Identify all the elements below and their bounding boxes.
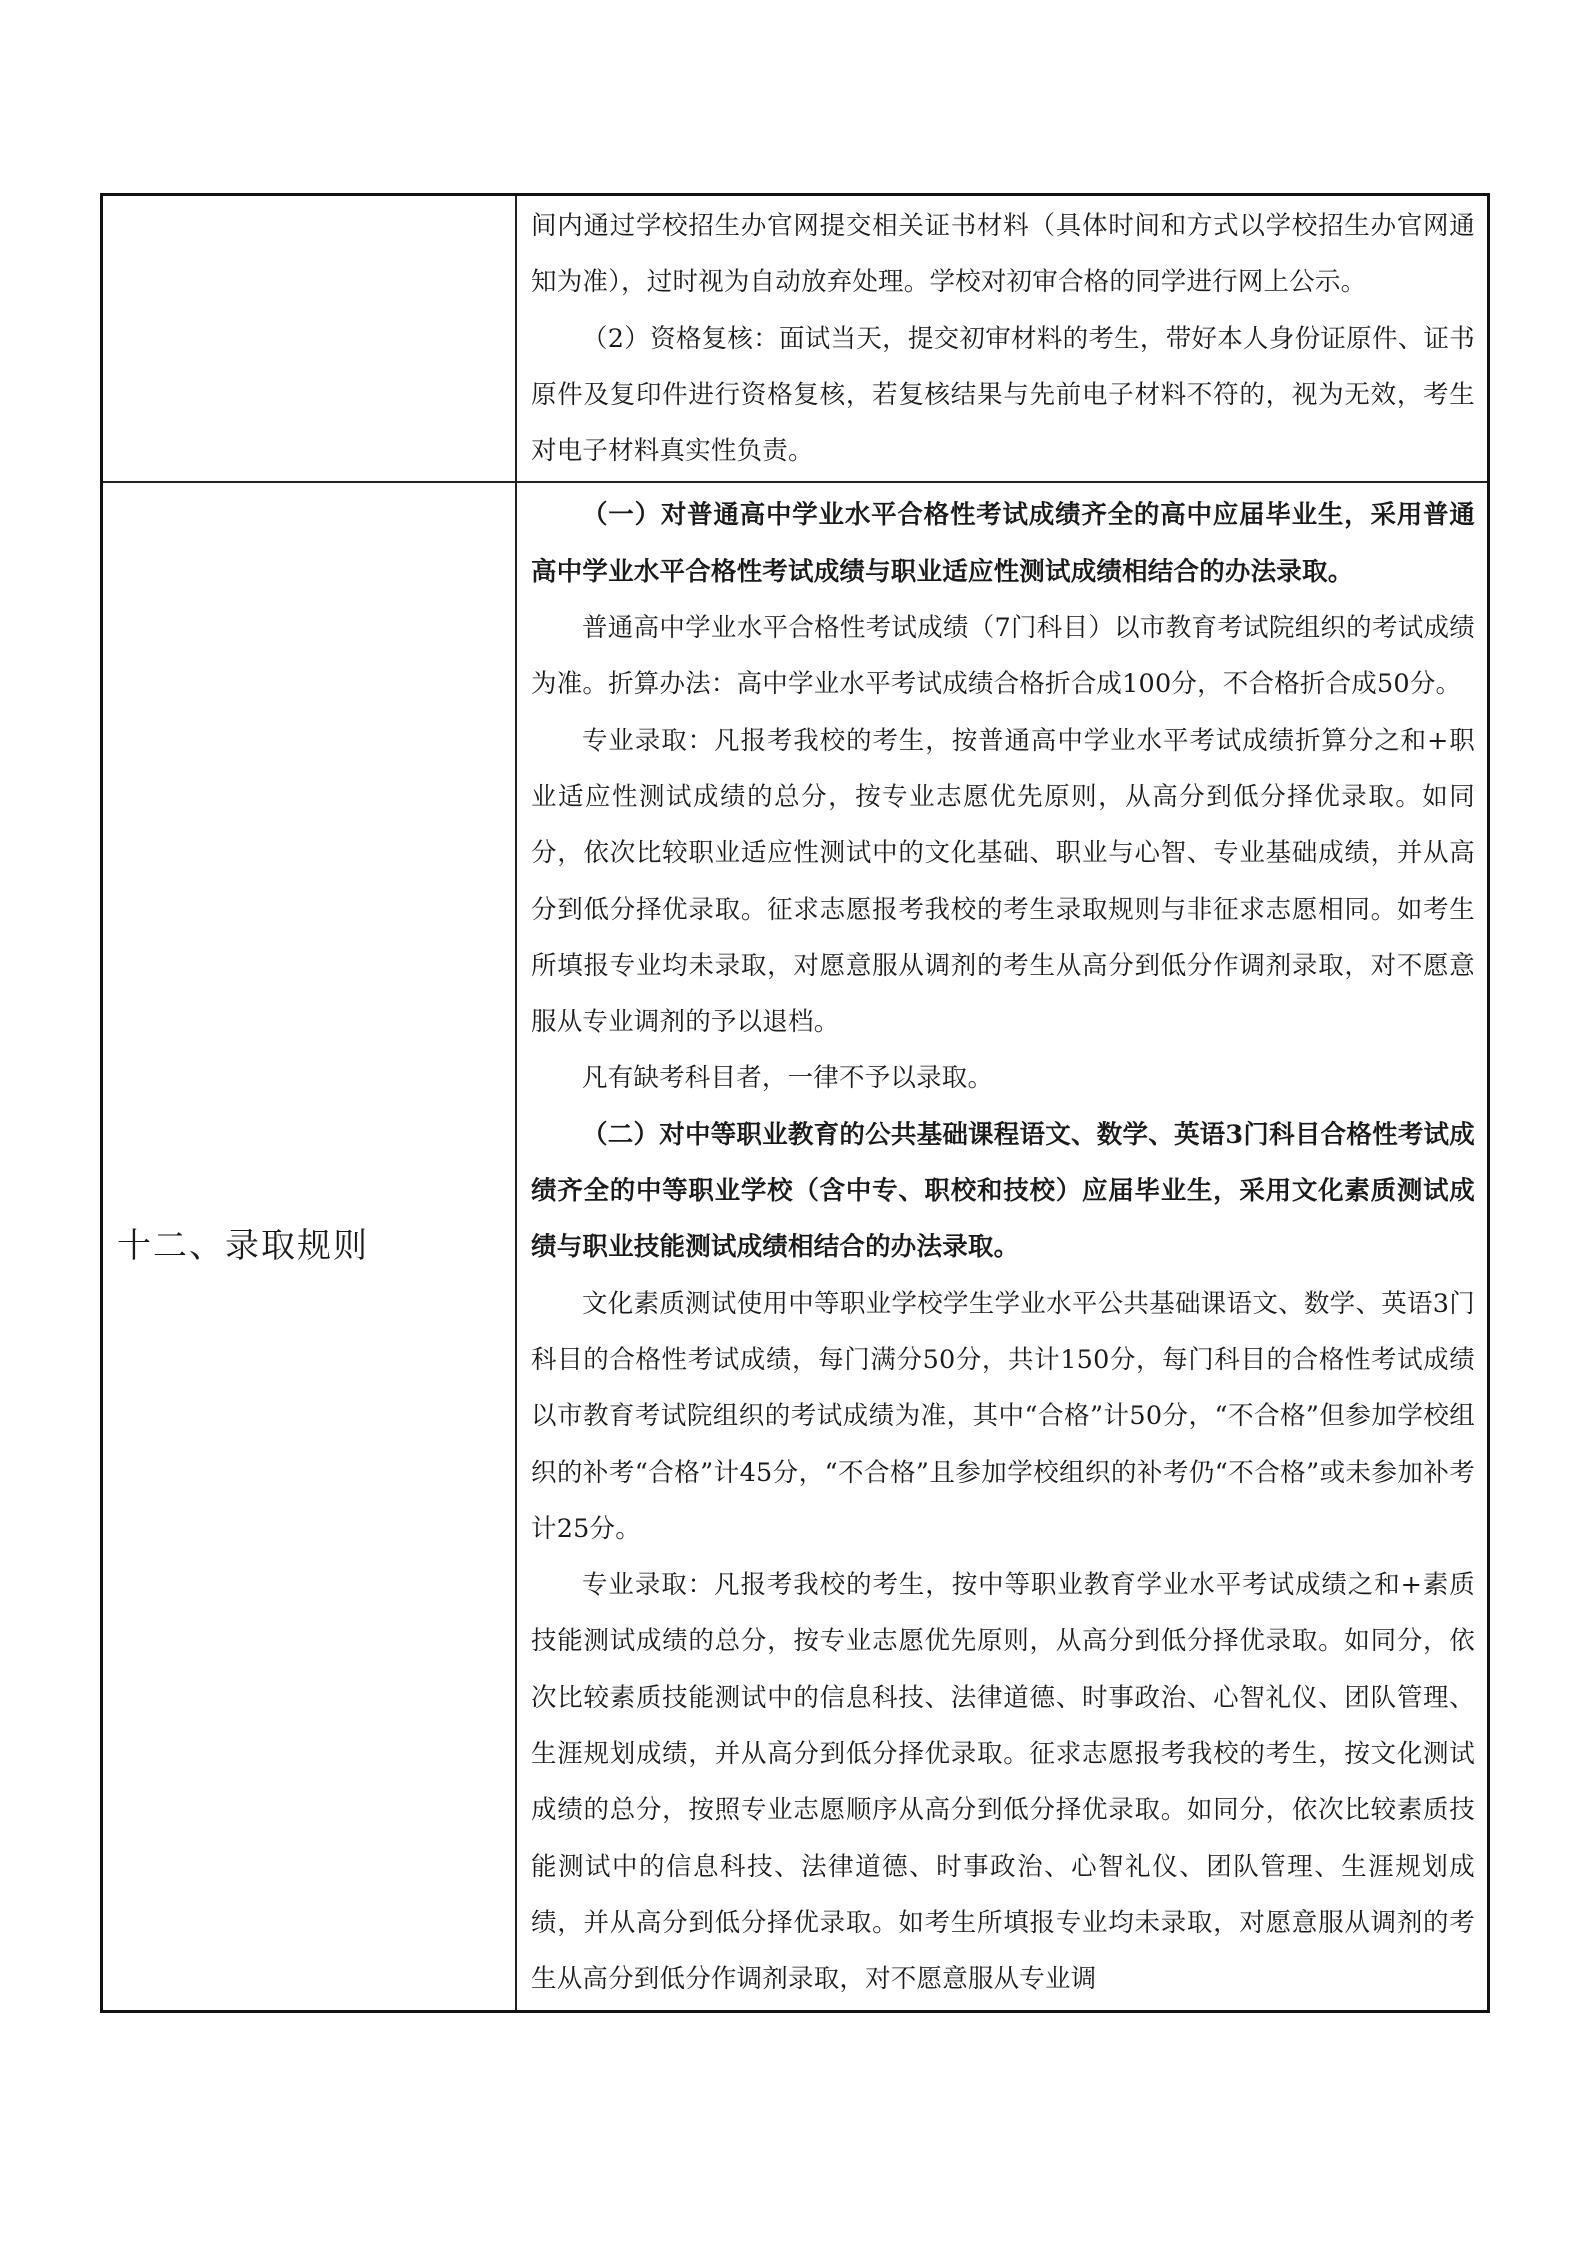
paragraph: 普通高中学业水平合格性考试成绩（7门科目）以市教育考试院组织的考试成绩为准。折算办法：高中学业水平考试成绩合格折合成100分，不合格折合成50分。	[531, 613, 1475, 700]
paragraph: 间内通过学校招生办官网提交相关证书材料（具体时间和方式以学校招生办官网通知为准），过时视为自动放弃处理。学校对初审合格的同学进行网上公示。	[531, 211, 1475, 298]
paragraph: 文化素质测试使用中等职业学校学生学业水平公共基础课语文、数学、英语3门科目的合格性考试成绩，每门满分50分，共计150分，每门科目的合格性考试成绩以市教育考试院组织的考试成绩为准，其中“合格”计50分，“不合格”但参加学校组织的补考“合格”计45分，“不合格”且参加学校组织的补考仍“不合格”或未参加补考计25分。	[531, 1288, 1475, 1544]
row-content-cell	[516, 195, 1489, 483]
paragraph: 凡有缺考科目者，一律不予以录取。	[582, 1063, 994, 1094]
section-heading: （一）对普通高中学业水平合格性考试成绩齐全的高中应届毕业生，采用普通高中学业水平合格性考试成绩与职业适应性测试成绩相结合的办法录取。	[531, 500, 1475, 587]
paragraph: （2）资格复核：面试当天，提交初审材料的考生，带好本人身份证原件、证书原件及复印件进行资格复核，若复核结果与先前电子材料不符的，视为无效，考生对电子材料真实性负责。	[531, 323, 1475, 467]
paragraph: 专业录取：凡报考我校的考生，按普通高中学业水平考试成绩折算分之和+职业适应性测试成绩的总分，按专业志愿优先原则，从高分到低分择优录取。如同分，依次比较职业适应性测试中的文化基础、职业与心智、专业基础成绩，并从高分到低分择优录取。征求志愿报考我校的考生录取规则与非征求志愿相同。如考生所填报专业均未录取，对愿意服从调剂的考生从高分到低分作调剂录取，对不愿意服从专业调剂的予以退档。	[531, 725, 1475, 1038]
table-row	[102, 482, 1489, 2011]
table-row	[102, 195, 1489, 483]
row-label-cell	[102, 482, 517, 2011]
row-label-cell	[102, 195, 517, 483]
admission-rules-table	[100, 193, 1490, 2013]
content-block	[517, 483, 1487, 2009]
row-label: 十二、录取规则	[117, 1226, 369, 1267]
section-heading: （二）对中等职业教育的公共基础课程语文、数学、英语3门科目合格性考试成绩齐全的中等职业学校（含中专、职校和技校）应届毕业生，采用文化素质测试成绩与职业技能测试成绩相结合的办法录取。	[531, 1119, 1475, 1263]
content-block	[517, 196, 1487, 481]
paragraph: 专业录取：凡报考我校的考生，按中等职业教育学业水平考试成绩之和+素质技能测试成绩的总分，按专业志愿优先原则，从高分到低分择优录取。如同分，依次比较素质技能测试中的信息科技、法律道德、时事政治、心智礼仪、团队管理、生涯规划成绩，并从高分到低分择优录取。征求志愿报考我校的考生，按文化测试成绩的总分，按照专业志愿顺序从高分到低分择优录取。如同分，依次比较素质技能测试中的信息科技、法律道德、时事政治、心智礼仪、团队管理、生涯规划成绩，并从高分到低分择优录取。如考生所填报专业均未录取，对愿意服从调剂的考生从高分到低分作调剂录取，对不愿意服从专业调	[531, 1570, 1475, 1995]
row-content-cell	[516, 482, 1489, 2011]
